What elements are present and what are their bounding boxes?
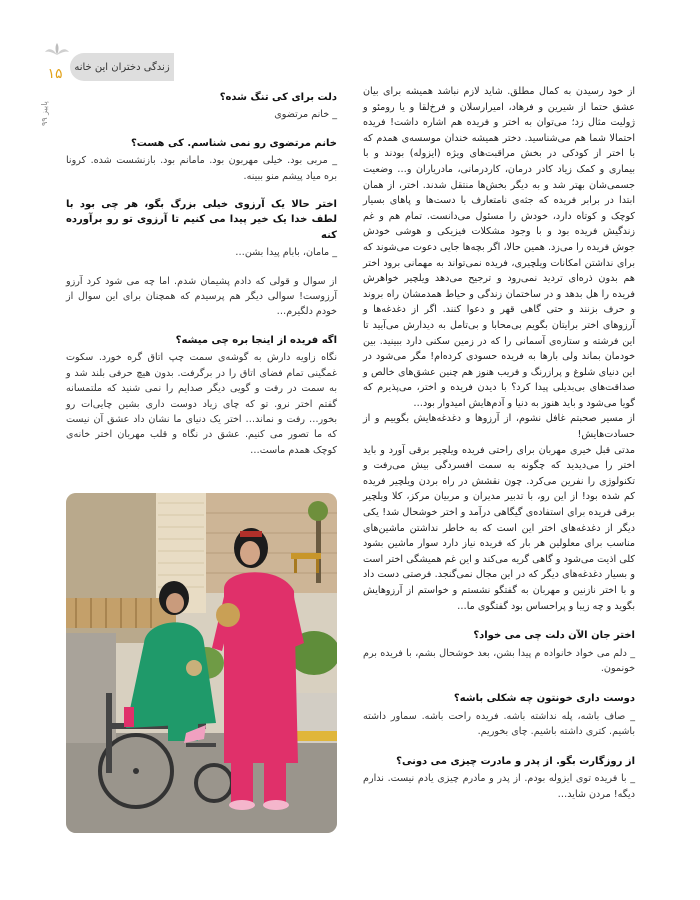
qa-block bbox=[66, 333, 337, 458]
note-text: از سوال و قولی که دادم پشیمان شدم. اما چه می شود کرد آرزو آرزوست! سوالی دیگر هم پرسیدم که همچنان برای این سوال از خودم دلگیرم… bbox=[66, 275, 337, 318]
body-paragraph: مدتی قبل خیری مهربان برای راحتی فریده ویلچیر برقی آورد و باید اختر را می‌دیدید که چگونه به سمت افسردگی بیش می‌رفت و تکنولوژی را نفرین می‌کرد. چون نقشش در راه بردن ویلچیر فریده کم شده بود! از این رو، با تدبیر مدیران و مربیان مرکز، کلا ویلچیر برقی فریده برای استفاده‌ی گیگاهی درآمد و اختر خوشحال شد! یکی دیگر از دغدغه‌های اختر این است که به خاطر نداشتن ماشین‌های مناسب برای معلولین هر بار که فریده نیاز دارد سوار ماشین بشود کلی اذیت می‌شود و گاهی گریه می‌کند و این غم همیشگی اختر است و بسیار دغدغه‌های دیگر که در این مجال نمی‌گنجد. فرصتی دست داد و با اختر نازنین و مهربان به گفتگو نشستم و خواستم از آرزوهایش بگوید و چه زیبا و پراحساس بود گفتگوی ما… bbox=[363, 444, 635, 612]
flower-ornament-icon bbox=[44, 42, 70, 56]
qa-block bbox=[66, 197, 337, 261]
question: دلت برای کی تنگ شده؟ bbox=[219, 92, 337, 103]
answer: _ صاف باشه، پله نداشته باشه. فریده راحت باشه. سماور داشته باشیم. کتری داشته باشیم. چای بخوریم. bbox=[363, 710, 635, 738]
qa-block bbox=[66, 90, 337, 123]
section-title-tab bbox=[70, 53, 174, 81]
right-column bbox=[363, 84, 635, 803]
article-photo bbox=[66, 493, 337, 833]
qa-block bbox=[363, 691, 635, 740]
issue-label: پاییز ۹۹ bbox=[40, 101, 49, 127]
answer: _ دلم می خواد خانواده م پیدا بشن، بعد خوشحال بشم، با فریده برم خونمون. bbox=[363, 647, 635, 675]
page-number: ۱۵ bbox=[47, 66, 63, 82]
question: از روزگارت بگو. از پدر و مادرت چیزی می دونی؟ bbox=[396, 755, 635, 767]
photo-illustration bbox=[66, 493, 337, 833]
question: اگه فریده از اینجا بره چی میشه؟ bbox=[175, 334, 337, 346]
answer: _ مربی بود. خیلی مهربون بود. مامانم بود. بازنشست شده. کرونا بره میاد پیشم منو ببینه. bbox=[66, 155, 337, 182]
question: اختر حالا یک آرزوی خیلی بزرگ بگو، هر چی بود با لطف خدا یک خیر پیدا می کنیم تا آرزوی تو رو برآورده کنه bbox=[66, 199, 337, 241]
answer: _ با فریده توی ایزوله بودم. از پدر و مادرم چیزی یادم نیست. ندارم دیگه! مردن شاید… bbox=[363, 773, 635, 800]
left-column bbox=[66, 90, 337, 471]
answer: _ مامان، بابام پیدا بشن… bbox=[235, 247, 337, 259]
qa-block bbox=[66, 136, 337, 184]
body-paragraph: از مسیر صحبتم غافل نشوم، از آرزوها و دغدغه‌هایش بگوییم و از حسادت‌هایش! bbox=[363, 413, 635, 441]
qa-block bbox=[363, 754, 635, 803]
body-paragraph: از خود رسیدن به کمال مطلق. شاید لازم نباشد همیشه برای بیان عشق حتما از شیرین و فرهاد، امیرارسلان و فرخ‌لقا و یا رومئو و ژولیت مثال زد؛ می‌توان به اختر و فریده هم اشاره داشت! فریده احتمالا شما هم می‌شناسید. دختر همیشه خندان موسسه‌ی همدم که با اختر از کودکی در بخش مراقبت‌های ویژه (ایزوله) بودند و با بیماری و کمک زیاد کادر درمان، کاردرمانی، مادریاران و… وضعیت جسمی‌شان بهتر شد و به دیگر بخش‌ها منتقل شدند. اختر، از همان ابتدا در برابر فریده که جثه‌ی نامتعارف با دست‌ها و پاهای بسیار کوچک و کوتاه دارد، خودش را مسئول می‌دانست. تمام هم و غم زندگیش فریده بود و با وجود مشکلات فیزیکی و هوشی خودش جوش فریده را می‌زد. همین حالا، اگر بچه‌ها جایی دعوت می‌شوند که برای نداشتن امکانات ویلچیری، فریده نمی‌تواند به مهمانی برود اختر هم بدون ذره‌ای تردید نمی‌رود و ترجیح می‌دهد ویلچیر خواهرش فریده را هل بدهد و در ساختمان زندگی و حیاط همدمشان راه بروند و حرف بزنند و حتی گاهی قهر و دعوا کنند. اگر از دغدغه‌ها و آرزوهای اختر برایتان بگویم بی‌محابا و بی‌تامل به دیدارش می‌آیید تا این فرشته و ستاره‌ی آسمانی را که در زمین سکنی دارد ببینید. بین خودمان بماند ولی بارها به فریده حسودی کرده‌ام! مگر می‌شود در این دنیای شلوغ و پرازرنگ و فریب هنوز هم چنین عشق‌های خالص و صداقت‌های بی‌بدیلی پیدا کرد؟ با دیدن فریده و اختر، می‌پذیرم که گویا می‌شود و باید هنوز به دنیا و آدم‌هایش امیدوار بود… bbox=[363, 86, 635, 409]
narrative-note bbox=[66, 274, 337, 320]
question: اختر جان الآن دلت چی می خواد؟ bbox=[473, 630, 635, 642]
question: دوست داری خونتون چه شکلی باشه؟ bbox=[453, 692, 635, 704]
section-title: زندگی دختران این خانه bbox=[74, 61, 170, 73]
answer: _ خانم مرتضوی bbox=[274, 109, 337, 121]
question: خانم مرتضوی رو نمی شناسم. کی هست؟ bbox=[130, 137, 337, 149]
answer: نگاه زاویه دارش به گوشه‌ی سمت چپ اتاق گره خورد. سکوت غمگینی تمام فضای اتاق را در برگرفت. بدون هیچ حرفی بلند شد و به سمت در رفت و گویی دیگر صدایم را نمی شنید که ملتمسانه گفتم اختر نرو. تو که چای زیاد دوست داری بشین چایی‌ات رو بخور… رفت و نماند… اختر یک دنیای ما نشان داد عشق آن نیست که ما تصور می کنیم. عشق در نگاه و قلب مهربان اختر خانه‌ی کوچک همدم ماست… bbox=[66, 352, 337, 456]
qa-block bbox=[363, 628, 635, 677]
